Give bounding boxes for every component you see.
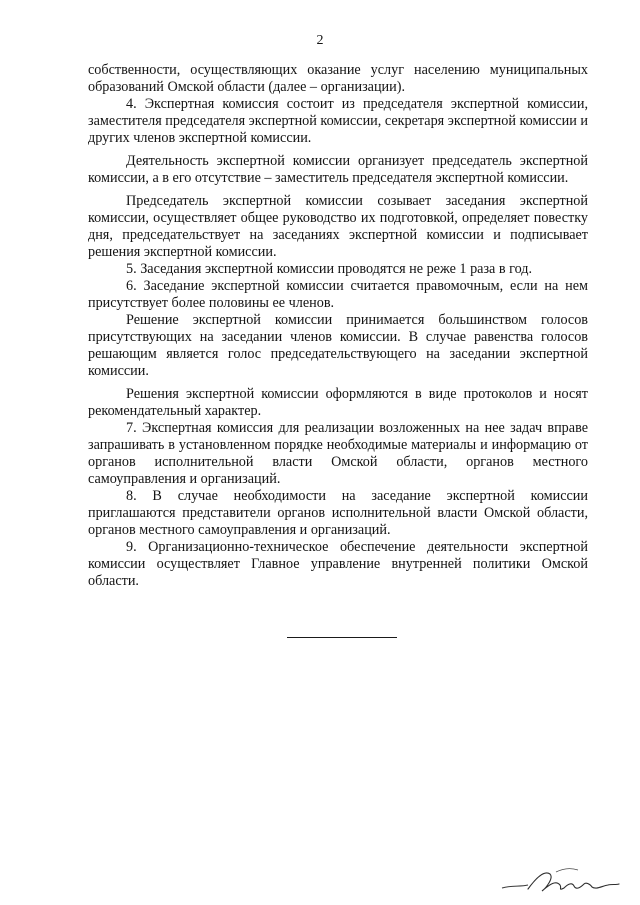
paragraph-chair-duties: Председатель экспертной комиссии созывает заседания экспертной комиссии, осуществляет общее руководство их подготовкой, определяет повестку дня, председательствует на заседаниях экспертной комиссии и подписывает решения экспертной комиссии.: [88, 193, 588, 260]
paragraph-decision-majority: Решение экспертной комиссии принимается большинством голосов присутствующих на заседании членов комиссии. В случае равенства голосов решающим является голос председательствующего на заседании экспертной комиссии.: [88, 312, 588, 379]
paragraph-chair-activity: Деятельность экспертной комиссии организует председатель экспертной комиссии, а в его отсутствие – заместитель председателя экспертной комиссии.: [88, 153, 588, 186]
paragraph-continuation: собственности, осуществляющих оказание услуг населению муниципальных образований Омской области (далее – организации).: [88, 62, 588, 95]
paragraph-item-8: 8. В случае необходимости на заседание экспертной комиссии приглашаются представители органов исполнительной власти Омской области, органов местного самоуправления и организаций.: [88, 488, 588, 538]
paragraph-item-4: 4. Экспертная комиссия состоит из председателя экспертной комиссии, заместителя председателя экспертной комиссии, секретаря экспертной комиссии и других членов экспертной комиссии.: [88, 96, 588, 146]
paragraph-item-9: 9. Организационно-техническое обеспечение деятельности экспертной комиссии осуществляет Главное управление внутренней политики Омской области.: [88, 539, 588, 589]
paragraph-item-5: 5. Заседания экспертной комиссии проводятся не реже 1 раза в год.: [126, 261, 533, 277]
page-number: 2: [316, 33, 324, 48]
document-body: [88, 62, 588, 590]
handwritten-signature: [498, 858, 622, 898]
end-separator-line: [287, 637, 397, 638]
paragraph-decision-protocols: Решения экспертной комиссии оформляются в виде протоколов и носят рекомендательный характер.: [88, 386, 588, 419]
paragraph-item-6: 6. Заседание экспертной комиссии считается правомочным, если на нем присутствует более половины ее членов.: [88, 278, 588, 311]
paragraph-item-7: 7. Экспертная комиссия для реализации возложенных на нее задач вправе запрашивать в установленном порядке необходимые материалы и информацию от органов исполнительной власти Омской области, органов местного самоуправления и организаций.: [88, 420, 588, 487]
